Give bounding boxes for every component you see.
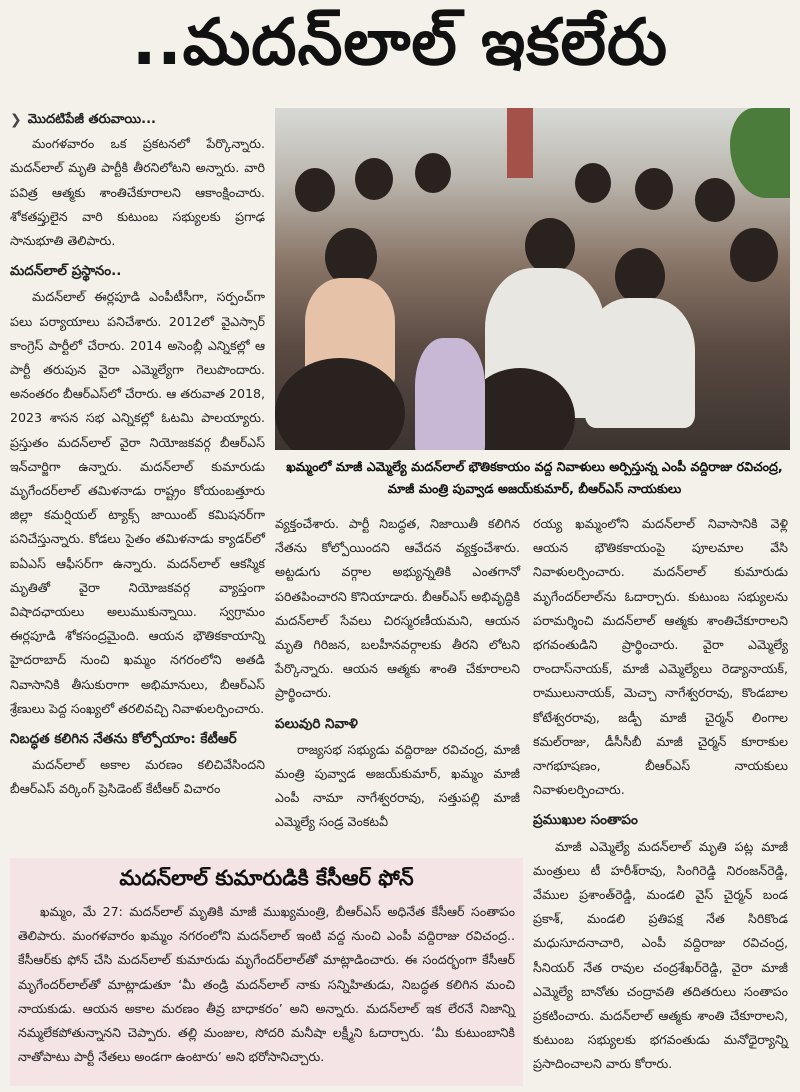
paragraph: రయ్య ఖమ్మంలోని మదన్‌లాల్ నివాసానికి వెళ్లి ఆయన భౌతికకాయంపై పూలమాల వేసి నివాళులర్పించారు. మదన్‌లాల్ కుమారుడు మృగేందర్‌లాల్‌ను ఓదార్చారు. కుటుంబ సభ్యులను పరామర్శించి మదన్‌లాల్ ఆత్మకు శాంతిచేకూరాలని భగవంతుడిని ప్రార్థించారు. వైరా ఎమ్మెల్యే రాందాస్‌నాయక్, మాజీ ఎమ్మెల్యేలు రెడ్యానాయక్, రాములునాయక్, మెచ్చా నాగేశ్వరరావు, కొండబాల కోటేశ్వరరావు, జడ్పీ మాజీ చైర్మన్ లింగాల కమల్‌రాజు, డీసీసీబీ మాజీ చైర్మన్ కూరాకుల నాగభూషణం, బీఆర్ఎస్ నాయకులు నివాళులర్పించారు.	[533, 516, 788, 798]
article-column-1	[10, 108, 265, 802]
photo-shirt	[585, 298, 695, 428]
photo-person	[355, 158, 393, 200]
box-title: మదన్‌లాల్ కుమారుడికి కేసీఆర్ ఫోన్	[119, 866, 414, 890]
subheading: నిబద్ధత కలిగిన నేతను కోల్పోయాం: కేటీఆర్	[10, 731, 237, 748]
box-text: ఖమ్మం, మే 27: మదన్‌లాల్ మృతికి మాజీ ముఖ్యమంత్రి, బీఆర్ఎస్ అధినేత కేసీఆర్ సంతాపం తెలిపారు. మంగళవారం ఖమ్మం నగరంలోని మదన్‌లాల్ ఇంటి వద్ద నుంచి ఎంపీ వద్దిరాజు రవిచంద్ర.. కేసీఆర్‌కు ఫోన్ చేసి మదన్‌లాల్ కుమారుడు మృగేందర్‌లాల్‌తో మాట్లాడించారు. ఈ సందర్భంగా కేసీఆర్ మృగేందర్‌లాల్‌తో మాట్లాడుతూ ‘మీ తండ్రి మదన్‌లాల్ నాకు సన్నిహితుడు, నిబద్ధత కలిగిన మంచి నాయకుడు. ఆయన అకాల మరణం తీవ్ర బాధాకరం’ అని అన్నారు. మదన్‌లాల్ ఇక లేరనే నిజాన్ని నమ్మలేకపోతున్నానని చెప్పారు. తల్లి మంజుల, సోదరి మనీషా లక్ష్మీని ఓదార్చారు. ‘మీ కుటుంబానికి నాతోపాటు పార్టీ నేతలు అండగా ఉంటారు’ అని భరోసానిచ్చారు.	[18, 904, 515, 1065]
continuation-kicker	[10, 108, 265, 132]
photo-person	[415, 153, 451, 193]
subheading: ప్రముఖుల సంతాపం	[533, 812, 638, 829]
photo-person	[575, 163, 611, 203]
kicker-text: మొదటిపేజీ తరువాయి...	[27, 112, 156, 127]
photo-person	[615, 248, 665, 304]
photo-person	[635, 168, 673, 210]
paragraph: రాజ్యసభ సభ్యుడు వద్దిరాజు రవిచంద్ర, మాజీ మంత్రి పువ్వాడ అజయ్‌కుమార్, ఖమ్మం మాజీ ఎంపీ నామా నాగేశ్వరరావు, సత్తుపల్లి మాజీ ఎమ్మెల్యే సండ్ర వెంకటవీ	[275, 741, 520, 830]
photo-caption: ఖమ్మంలో మాజీ ఎమ్మెల్యే మదన్‌లాల్ భౌతికకాయం వద్ద నివాళులు అర్పిస్తున్న ఎంపీ వద్దిరాజు రవిచంద్ర, మాజీ మంత్రి పువ్వాడ అజయ్‌కుమార్, బీఆర్ఎస్ నాయకులు	[286, 459, 783, 496]
chevron-right-icon: ❯	[10, 112, 22, 128]
photo-person	[730, 228, 778, 282]
paragraph: మదన్‌లాల్ ఈర్లపూడి ఎంపీటీసీగా, సర్పంచ్‌గా పలు పర్యాయాలు పనిచేశారు. 2012లో వైఎస్సార్ కాంగ్రెస్ పార్టీలో చేరారు. 2014 అసెంబ్లీ ఎన్నికల్లో ఆ పార్టీ తరుపున వైరా ఎమ్మెల్యేగా గెలుపొందారు. అనంతరం బీఆర్ఎస్‌లో చేరారు. ఆ తరువాత 2018, 2023 శాసన సభ ఎన్నికల్లో ఓటమి పాలయ్యారు. ప్రస్తుతం మదన్‌లాల్ వైరా నియోజకవర్గ బీఆర్ఎస్ ఇన్‌చార్జిగా ఉన్నారు. మదన్‌లాల్ కుమారుడు మృగేందర్‌లాల్ తమిళనాడు రాష్ట్రం కోయంబత్తూరు జిల్లా కమర్షియల్ ట్యాక్స్ జాయింట్ కమిషనర్‌గా పనిచేస్తున్నారు. కోడలు సైతం తమిళనాడు క్యాడర్‌లో ఐఏఎస్ ఆఫీసర్‌గా ఉన్నారు. మదన్‌లాల్ ఆకస్మిక మృతితో వైరా నియోజకవర్గ వ్యాప్తంగా విషాదఛాయలు అలుముకున్నాయి. స్వగ్రామం ఈర్లపూడి శోకసంద్రమైంది. ఆయన భౌతికకాయాన్ని హైదరాబాద్ నుంచి ఖమ్మం నగరంలోని అతడి నివాసానికి తీసుకురాగా అభిమానులు, బీఆర్ఎస్ శ్రేణులు పెద్ద సంఖ్యలో తరలివచ్చి నివాళులర్పించారు.	[10, 289, 265, 716]
photo-shirt	[415, 338, 485, 450]
paragraph: మాజీ ఎమ్మెల్యే మదన్‌లాల్ మృతి పట్ల మాజీ మంత్రులు టీ హరీశ్‌రావు, సింగిరెడ్డి నిరంజన్‌రెడ్డి, వేముల ప్రశాంత్‌రెడ్డి, మండలి వైస్ చైర్మన్ బండ ప్రకాశ్, మండలి ప్రతిపక్ష నేత సిరికొండ మధుసూదనాచారి, ఎంపీ వద్దిరాజు రవిచంద్ర, సీనియర్ నేత రావుల చంద్రశేఖర్‌రెడ్డి, వైరా మాజీ ఎమ్మెల్యే బానోతు చంద్రావతి తదితరులు సంతాపం ప్రకటించారు. మదన్‌లాల్ ఆత్మకు శాంతి చేకూరాలని, కుటుంబ సభ్యులకు భగవంతుడు మనోధైర్యాన్ని ప్రసాదించాలని వారు కోరారు.	[533, 838, 788, 1072]
paragraph: మంగళవారం ఒక ప్రకటనలో పేర్కొన్నారు. మదన్‌లాల్ మృతి పార్టీకి తీరనిలోటని అన్నారు. వారి పవిత్ర ఆత్మకు శాంతిచేకూరాలని ఆకాంక్షించారు. శోకతప్తులైన వారి కుటుంబ సభ్యులకు ప్రగాఢ సానుభూతి తెలిపారు.	[10, 136, 265, 249]
photo-person	[295, 168, 335, 212]
photo-person	[525, 218, 575, 274]
subheading: మదన్‌లాల్ ప్రస్థానం..	[10, 263, 122, 280]
kcr-phone-box	[10, 858, 523, 1086]
paragraph: మదన్‌లాల్ అకాల మరణం కలిచివేసిందని బీఆర్ఎస్ వర్కింగ్ ప్రెసిడెంట్ కేటీఆర్ విచారం	[10, 757, 265, 797]
photo-plant	[730, 108, 790, 198]
article-column-2	[275, 512, 520, 835]
photo-person	[695, 178, 735, 222]
headline: ..మదన్‌లాల్ ఇకలేరు	[131, 5, 669, 80]
paragraph: వ్యక్తంచేశారు. పార్టీ నిబద్ధత, నిజాయితీ కలిగిన నేతను కోల్పోయిందని ఆవేదన వ్యక్తంచేశారు. అట్టడుగు వర్గాల అభ్యున్నతికి ఎంతగానో పరితపించారని కొనియాడారు. బీఆర్ఎస్ అభివృద్ధికి మదన్‌లాల్ సేవలు చిరస్మరణీయమని, ఆయన మృతి గిరిజన, బలహీనవర్గాలకు తీరని లోటని పేర్కొన్నారు. ఆయన ఆత్మకు శాంతి చేకూరాలని ప్రార్థించారు.	[275, 516, 520, 701]
news-photo	[275, 108, 790, 450]
article-column-3	[533, 512, 788, 1077]
subheading: పలువురి నివాళి	[275, 715, 358, 732]
photo-pillar	[507, 108, 533, 178]
